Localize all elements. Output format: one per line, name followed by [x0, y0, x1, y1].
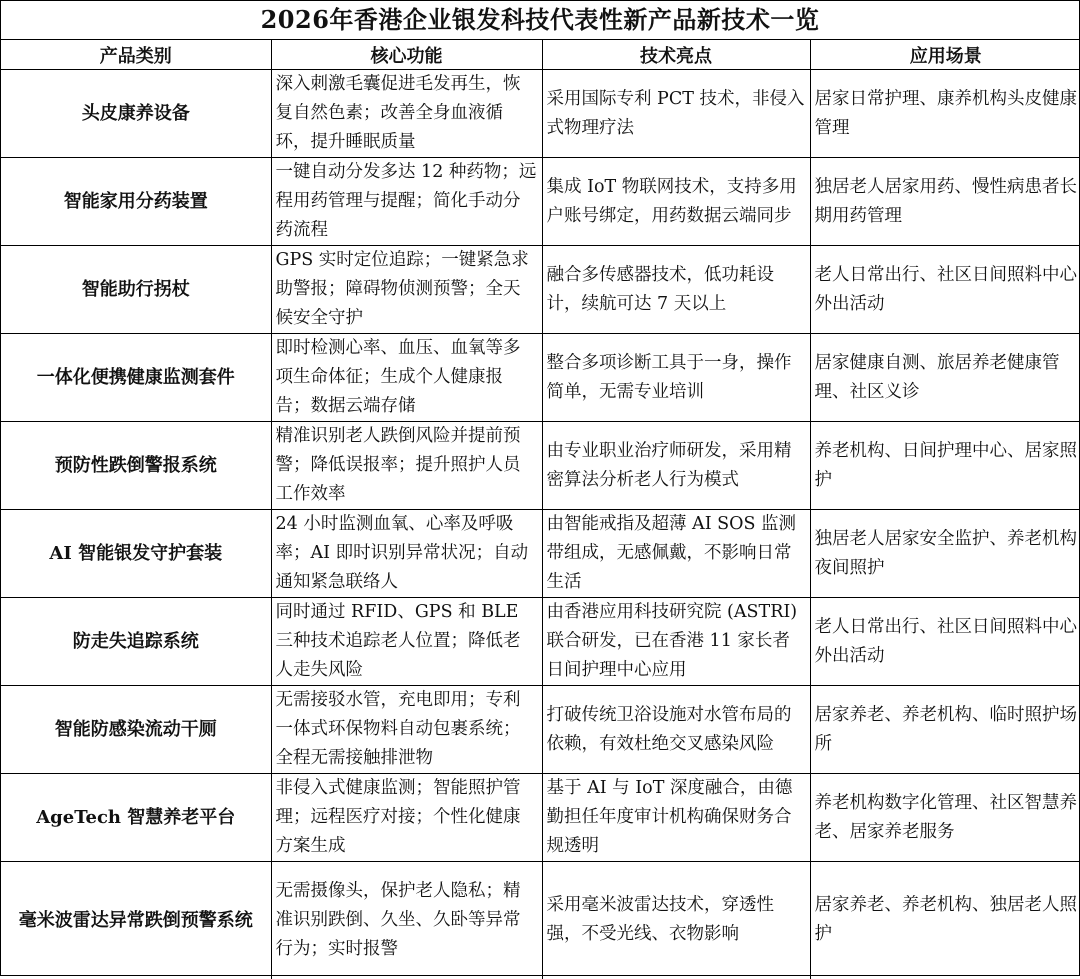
highlight-cell: 由智能戒指及超薄 AI SOS 监测带组成，无感佩戴，不影响日常生活 — [542, 510, 810, 598]
table-title: 2026年香港企业银发科技代表性新产品新技术一览 — [1, 1, 1079, 40]
category-cell: 防走失追踪系统 — [1, 598, 271, 686]
table-row — [1, 422, 1080, 510]
table-row — [1, 598, 1080, 686]
table-row — [1, 70, 1080, 158]
header-row — [1, 40, 1080, 70]
header-scenario: 应用场景 — [810, 40, 1080, 70]
function-cell: 无需接驳水管，充电即用；专利一体式环保物料自动包裹系统；全程无需接触排泄物 — [271, 686, 542, 774]
function-cell: 24 小时监测血氧、心率及呼吸率；AI 即时识别异常状况；自动通知紧急联络人 — [271, 510, 542, 598]
category-cell: 头皮康养设备 — [1, 70, 271, 158]
highlight-cell: 打破传统卫浴设施对水管布局的依赖，有效杜绝交叉感染风险 — [542, 686, 810, 774]
function-cell: 一键自动分发多达 12 种药物；远程用药管理与提醒；简化手动分药流程 — [271, 158, 542, 246]
category-cell: AI 智能银发守护套装 — [1, 510, 271, 598]
header-function: 核心功能 — [271, 40, 542, 70]
function-cell: 无需摄像头，保护老人隐私；精准识别跌倒、久坐、久卧等异常行为；实时报警 — [271, 862, 542, 979]
category-cell: 预防性跌倒警报系统 — [1, 422, 271, 510]
scenario-cell: 居家健康自测、旅居养老健康管理、社区义诊 — [810, 334, 1080, 422]
function-cell: 即时检测心率、血压、血氧等多项生命体征；生成个人健康报告；数据云端存储 — [271, 334, 542, 422]
function-cell: 精准识别老人跌倒风险并提前预警；降低误报率；提升照护人员工作效率 — [271, 422, 542, 510]
category-cell: 智能家用分药装置 — [1, 158, 271, 246]
highlight-cell: 采用国际专利 PCT 技术，非侵入式物理疗法 — [542, 70, 810, 158]
highlight-cell: 由香港应用科技研究院 (ASTRI) 联合研发，已在香港 11 家长者日间护理中心应用 — [542, 598, 810, 686]
scenario-cell: 老人日常出行、社区日间照料中心外出活动 — [810, 598, 1080, 686]
scenario-cell: 居家养老、养老机构、临时照护场所 — [810, 686, 1080, 774]
scenario-cell: 居家养老、养老机构、独居老人照护 — [810, 862, 1080, 979]
category-cell: AgeTech 智慧养老平台 — [1, 774, 271, 862]
highlight-cell: 基于 AI 与 IoT 深度融合，由德勤担任年度审计机构确保财务合规透明 — [542, 774, 810, 862]
table-row — [1, 334, 1080, 422]
scenario-cell: 养老机构数字化管理、社区智慧养老、居家养老服务 — [810, 774, 1080, 862]
category-cell: 智能助行拐杖 — [1, 246, 271, 334]
scenario-cell: 养老机构、日间护理中心、居家照护 — [810, 422, 1080, 510]
function-cell: 同时通过 RFID、GPS 和 BLE 三种技术追踪老人位置；降低老人走失风险 — [271, 598, 542, 686]
header-highlight: 技术亮点 — [542, 40, 810, 70]
scenario-cell: 老人日常出行、社区日间照料中心外出活动 — [810, 246, 1080, 334]
table-row — [1, 774, 1080, 862]
scenario-cell: 居家日常护理、康养机构头皮健康管理 — [810, 70, 1080, 158]
product-table — [1, 40, 1080, 979]
function-cell: 非侵入式健康监测；智能照护管理；远程医疗对接；个性化健康方案生成 — [271, 774, 542, 862]
category-cell: 一体化便携健康监测套件 — [1, 334, 271, 422]
highlight-cell: 由专业职业治疗师研发，采用精密算法分析老人行为模式 — [542, 422, 810, 510]
highlight-cell: 集成 IoT 物联网技术，支持多用户账号绑定，用药数据云端同步 — [542, 158, 810, 246]
table-row — [1, 158, 1080, 246]
category-cell: 毫米波雷达异常跌倒预警系统 — [1, 862, 271, 979]
scenario-cell: 独居老人居家安全监护、养老机构夜间照护 — [810, 510, 1080, 598]
highlight-cell: 融合多传感器技术，低功耗设计，续航可达 7 天以上 — [542, 246, 810, 334]
header-category: 产品类别 — [1, 40, 271, 70]
category-cell: 智能防感染流动干厕 — [1, 686, 271, 774]
table-row — [1, 862, 1080, 979]
highlight-cell: 采用毫米波雷达技术，穿透性强，不受光线、衣物影响 — [542, 862, 810, 979]
table-row — [1, 510, 1080, 598]
table-row — [1, 686, 1080, 774]
table-row — [1, 246, 1080, 334]
scenario-cell: 独居老人居家用药、慢性病患者长期用药管理 — [810, 158, 1080, 246]
function-cell: GPS 实时定位追踪；一键紧急求助警报；障碍物侦测预警；全天候安全守护 — [271, 246, 542, 334]
highlight-cell: 整合多项诊断工具于一身，操作简单，无需专业培训 — [542, 334, 810, 422]
function-cell: 深入刺激毛囊促进毛发再生，恢复自然色素；改善全身血液循环，提升睡眠质量 — [271, 70, 542, 158]
